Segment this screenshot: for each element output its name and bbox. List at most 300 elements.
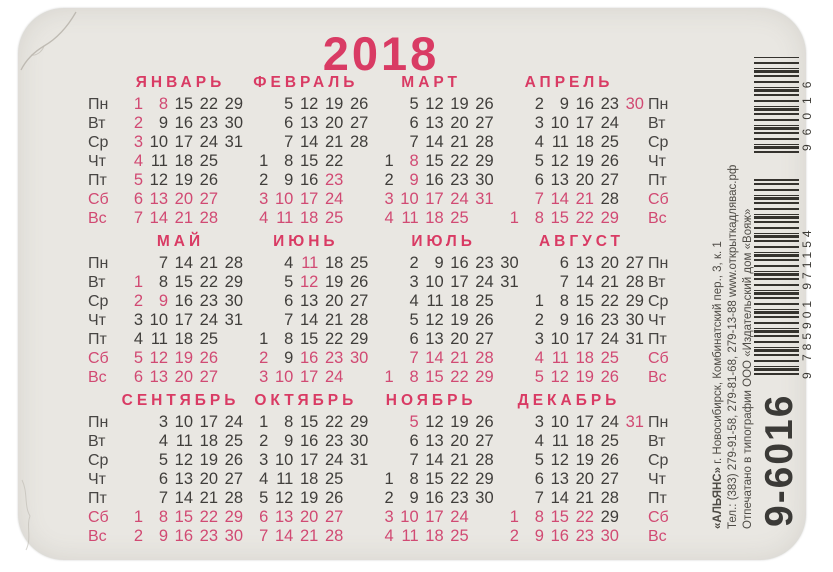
weekday-row xyxy=(519,311,644,330)
weekday-row xyxy=(243,470,368,489)
weekday-label: Сб xyxy=(88,509,109,526)
weekday-row xyxy=(494,152,644,171)
weekday-row xyxy=(369,95,494,114)
weekday-row xyxy=(243,273,368,292)
weekday-label: Сб xyxy=(648,191,669,208)
day-cell: 9 xyxy=(284,171,294,189)
day-cell: 26 xyxy=(224,451,243,469)
day-cell: 5 xyxy=(534,152,544,170)
day-cell: 7 xyxy=(409,451,419,469)
day-cell: 24 xyxy=(450,508,469,526)
day-cell: 25 xyxy=(600,133,619,151)
day-cell: 25 xyxy=(324,470,344,488)
weekday-row xyxy=(494,451,644,470)
day-cell: 18 xyxy=(324,254,344,272)
day-cell: 2 xyxy=(534,95,544,113)
weekday-row xyxy=(369,209,494,228)
day-cell: 3 xyxy=(259,190,269,208)
day-cell: 1 xyxy=(509,508,519,526)
day-cell: 10 xyxy=(274,368,294,386)
day-cell xyxy=(369,292,394,311)
weekday-row xyxy=(369,349,519,368)
publisher-brand: «АЛЬЯНС» xyxy=(712,466,724,529)
day-cell: 8 xyxy=(158,508,168,526)
weekday-column-left xyxy=(88,233,118,387)
day-cell: 17 xyxy=(575,330,594,348)
weekday-label: Чт xyxy=(648,153,666,170)
day-cell: 27 xyxy=(199,368,218,386)
day-cell: 27 xyxy=(349,114,369,132)
weekday-label: Пн xyxy=(88,414,109,431)
day-cell xyxy=(343,190,368,209)
day-cell: 18 xyxy=(174,152,193,170)
weekday-row xyxy=(243,489,368,508)
weekday-row xyxy=(243,451,368,470)
weekday-row xyxy=(369,152,494,171)
day-cell: 23 xyxy=(475,254,494,272)
month-band-3 xyxy=(88,392,674,546)
day-cell: 4 xyxy=(384,209,394,227)
day-cell: 1 xyxy=(259,413,269,431)
day-cell: 24 xyxy=(600,413,619,431)
day-cell: 19 xyxy=(174,349,193,367)
month-10 xyxy=(243,392,368,546)
weekday-row xyxy=(369,273,519,292)
day-cell: 23 xyxy=(600,95,619,113)
day-cell: 2 xyxy=(534,311,544,329)
day-cell: 27 xyxy=(600,171,619,189)
day-cell: 16 xyxy=(299,171,319,189)
weekday-row xyxy=(494,413,644,432)
day-cell: 27 xyxy=(475,114,494,132)
weekday-row xyxy=(243,311,368,330)
day-cell: 12 xyxy=(550,451,569,469)
day-cell: 26 xyxy=(475,413,494,431)
day-cell: 31 xyxy=(475,190,494,208)
day-cell: 25 xyxy=(224,432,243,450)
day-cell: 29 xyxy=(224,508,243,526)
day-cell: 2 xyxy=(133,527,143,545)
weekday-row xyxy=(118,152,243,171)
weekday-label: Чт xyxy=(88,471,106,488)
day-cell: 21 xyxy=(450,451,469,469)
day-cell: 4 xyxy=(534,349,544,367)
day-cell xyxy=(369,311,394,330)
day-cell: 21 xyxy=(450,133,469,151)
weekday-label: Чт xyxy=(648,312,666,329)
day-cell: 22 xyxy=(324,152,344,170)
day-cell: 16 xyxy=(174,527,193,545)
day-cell: 8 xyxy=(284,413,294,431)
day-cell: 3 xyxy=(534,330,544,348)
day-cell: 11 xyxy=(175,432,193,450)
day-cell: 2 xyxy=(384,171,394,189)
day-cell: 7 xyxy=(534,489,544,507)
weekday-row xyxy=(494,470,644,489)
day-cell: 13 xyxy=(425,432,444,450)
day-cell xyxy=(243,254,268,273)
weekday-label: Ср xyxy=(648,452,669,469)
weekday-label: Ср xyxy=(88,293,109,310)
day-cell: 27 xyxy=(349,292,369,310)
day-cell: 7 xyxy=(559,273,569,291)
weekday-label: Чт xyxy=(88,153,106,170)
day-cell: 30 xyxy=(224,527,243,545)
day-cell: 22 xyxy=(324,330,344,348)
day-cell: 15 xyxy=(299,330,319,348)
weekday-row xyxy=(369,527,494,546)
day-cell: 26 xyxy=(349,95,369,113)
month-title: НОЯБРЬ xyxy=(385,392,477,409)
day-cell: 11 xyxy=(551,133,569,151)
day-cell: 12 xyxy=(550,368,569,386)
day-cell: 16 xyxy=(299,432,319,450)
day-cell: 24 xyxy=(450,190,469,208)
day-cell: 30 xyxy=(500,254,519,272)
weekday-row xyxy=(118,292,243,311)
day-cell: 4 xyxy=(534,432,544,450)
day-cell: 5 xyxy=(534,368,544,386)
day-cell: 12 xyxy=(425,413,444,431)
weekday-column-left xyxy=(88,392,118,546)
day-cell: 10 xyxy=(274,190,294,208)
day-cell xyxy=(494,489,519,508)
day-cell: 26 xyxy=(324,489,344,507)
day-cell: 5 xyxy=(133,349,143,367)
day-cell: 14 xyxy=(425,133,444,151)
year-title: 2018 xyxy=(322,27,440,80)
day-cell: 4 xyxy=(284,254,294,272)
day-cell: 23 xyxy=(450,489,469,507)
day-cell: 12 xyxy=(425,95,444,113)
day-cell: 24 xyxy=(324,190,344,208)
weekday-label: Пт xyxy=(648,490,667,507)
weekday-label: Пн xyxy=(648,96,669,113)
day-cell: 5 xyxy=(409,413,419,431)
day-cell xyxy=(218,209,243,228)
weekday-row xyxy=(243,330,368,349)
day-cell: 5 xyxy=(409,95,419,113)
day-cell: 3 xyxy=(259,368,269,386)
month-title: ИЮЛЬ xyxy=(411,233,476,250)
day-cell: 29 xyxy=(600,508,619,526)
day-cell: 8 xyxy=(409,470,419,488)
day-cell: 13 xyxy=(575,254,594,272)
month-5 xyxy=(118,233,243,387)
day-cell: 26 xyxy=(475,311,494,329)
day-cell: 1 xyxy=(133,273,143,291)
weekday-row xyxy=(243,527,368,546)
month-title: МАЙ xyxy=(156,233,205,250)
day-cell: 15 xyxy=(425,152,444,170)
day-cell: 17 xyxy=(425,190,444,208)
day-cell xyxy=(369,413,394,432)
weekday-row xyxy=(369,114,494,133)
weekday-row xyxy=(369,292,519,311)
day-cell: 26 xyxy=(600,152,619,170)
day-cell: 27 xyxy=(625,254,644,272)
day-cell: 25 xyxy=(199,152,218,170)
day-cell: 18 xyxy=(299,209,319,227)
day-cell xyxy=(519,254,544,273)
weekday-row xyxy=(118,413,243,432)
weekday-row xyxy=(519,254,644,273)
day-cell: 17 xyxy=(174,311,193,329)
weekday-row xyxy=(369,451,494,470)
month-days xyxy=(243,254,368,387)
month-days xyxy=(118,95,243,228)
day-cell: 5 xyxy=(133,171,143,189)
day-cell: 17 xyxy=(425,508,444,526)
day-cell: 30 xyxy=(600,527,619,545)
day-cell: 28 xyxy=(224,254,243,272)
day-cell: 20 xyxy=(324,114,344,132)
months-row xyxy=(118,233,644,387)
day-cell: 31 xyxy=(224,133,243,151)
weekday-label: Пт xyxy=(648,331,667,348)
day-cell: 15 xyxy=(425,470,444,488)
weekday-label: Вс xyxy=(648,369,667,386)
day-cell: 13 xyxy=(550,470,569,488)
day-cell: 21 xyxy=(600,273,619,291)
day-cell xyxy=(218,171,243,190)
day-cell: 16 xyxy=(575,95,594,113)
paper-crease-bottom xyxy=(18,478,48,558)
day-cell xyxy=(494,190,519,209)
day-cell: 29 xyxy=(349,413,369,431)
day-cell: 4 xyxy=(534,133,544,151)
weekday-row xyxy=(494,209,644,228)
day-cell: 1 xyxy=(509,209,519,227)
day-cell xyxy=(343,171,368,190)
weekday-row xyxy=(519,368,644,387)
day-cell xyxy=(218,330,243,349)
day-cell: 6 xyxy=(534,470,544,488)
day-cell: 15 xyxy=(174,273,193,291)
day-cell: 11 xyxy=(150,152,168,170)
weekday-label: Вс xyxy=(88,210,107,227)
publisher-phone-line: Тел.: (383) 279-91-58, 279-81-68, 279-13-88 www.открыткадлявас.рф xyxy=(727,164,739,529)
day-cell: 11 xyxy=(551,432,569,450)
weekday-label: Пн xyxy=(88,96,109,113)
day-cell: 6 xyxy=(259,508,269,526)
barcode xyxy=(754,53,818,379)
weekday-row xyxy=(243,413,368,432)
day-cell: 30 xyxy=(349,432,369,450)
day-cell: 30 xyxy=(475,489,494,507)
day-cell: 28 xyxy=(324,527,344,545)
month-title: ОКТЯБРЬ xyxy=(254,392,358,409)
day-cell: 2 xyxy=(409,254,419,272)
weekday-label: Вт xyxy=(88,115,106,132)
day-cell: 20 xyxy=(450,114,469,132)
day-cell xyxy=(343,152,368,171)
month-7 xyxy=(369,233,519,387)
day-cell: 1 xyxy=(133,508,143,526)
weekday-label: Вс xyxy=(88,369,107,386)
weekday-row xyxy=(243,152,368,171)
day-cell xyxy=(118,413,143,432)
day-cell: 4 xyxy=(158,432,168,450)
day-cell: 27 xyxy=(475,432,494,450)
day-cell: 15 xyxy=(299,152,319,170)
day-cell: 18 xyxy=(575,432,594,450)
day-cell: 15 xyxy=(299,413,319,431)
day-cell: 3 xyxy=(409,273,419,291)
day-cell: 29 xyxy=(475,368,494,386)
day-cell xyxy=(218,349,243,368)
weekday-label: Пн xyxy=(648,255,669,272)
day-cell: 9 xyxy=(158,527,168,545)
day-cell: 13 xyxy=(299,292,319,310)
day-cell: 21 xyxy=(299,527,319,545)
day-cell xyxy=(619,190,644,209)
day-cell: 12 xyxy=(274,489,294,507)
weekday-row xyxy=(369,489,494,508)
day-cell: 19 xyxy=(450,413,469,431)
day-cell xyxy=(494,95,519,114)
day-cell: 30 xyxy=(625,95,644,113)
day-cell: 17 xyxy=(575,413,594,431)
day-cell: 3 xyxy=(384,190,394,208)
publisher-address: г. Новосибирск, Комбинатский пер., 3, к. 1 xyxy=(712,241,724,467)
day-cell xyxy=(243,292,268,311)
day-cell: 20 xyxy=(299,508,319,526)
day-cell: 25 xyxy=(450,209,469,227)
day-cell: 7 xyxy=(284,311,294,329)
day-cell: 29 xyxy=(224,95,243,113)
month-title: ФЕВРАЛЬ xyxy=(253,74,359,91)
weekday-row xyxy=(243,508,368,527)
day-cell: 14 xyxy=(299,311,319,329)
weekday-row xyxy=(243,133,368,152)
day-cell: 10 xyxy=(400,508,419,526)
day-cell: 14 xyxy=(425,349,444,367)
day-cell: 14 xyxy=(174,489,193,507)
day-cell xyxy=(494,133,519,152)
calendar-card xyxy=(18,8,814,560)
day-cell xyxy=(369,432,394,451)
product-code: 9-6016 xyxy=(758,393,801,527)
weekday-label: Вт xyxy=(648,433,666,450)
day-cell: 24 xyxy=(199,311,218,329)
day-cell: 15 xyxy=(550,209,569,227)
day-cell: 3 xyxy=(158,413,168,431)
weekday-row xyxy=(494,114,644,133)
day-cell xyxy=(243,311,268,330)
weekday-row xyxy=(118,470,243,489)
day-cell: 9 xyxy=(284,349,294,367)
day-cell: 31 xyxy=(500,273,519,291)
day-cell: 10 xyxy=(149,311,168,329)
weekday-row xyxy=(519,349,644,368)
day-cell xyxy=(369,451,394,470)
day-cell: 23 xyxy=(450,171,469,189)
day-cell: 4 xyxy=(259,209,269,227)
day-cell xyxy=(218,152,243,171)
weekday-row xyxy=(118,368,243,387)
weekday-row xyxy=(118,273,243,292)
day-cell: 29 xyxy=(475,152,494,170)
day-cell: 16 xyxy=(174,292,193,310)
day-cell: 18 xyxy=(299,470,319,488)
day-cell: 12 xyxy=(149,171,168,189)
day-cell: 22 xyxy=(324,413,344,431)
day-cell xyxy=(494,152,519,171)
day-cell: 19 xyxy=(324,95,344,113)
weekday-row xyxy=(118,171,243,190)
day-cell xyxy=(619,133,644,152)
day-cell xyxy=(243,95,268,114)
day-cell: 8 xyxy=(534,508,544,526)
day-cell: 19 xyxy=(450,95,469,113)
day-cell: 21 xyxy=(450,349,469,367)
day-cell: 31 xyxy=(625,330,644,348)
weekday-row xyxy=(118,489,243,508)
month-title: АВГУСТ xyxy=(538,233,625,250)
weekday-label: Пн xyxy=(88,255,109,272)
barcode-addon-bars xyxy=(754,57,799,153)
day-cell xyxy=(619,171,644,190)
day-cell: 22 xyxy=(450,368,469,386)
barcode-main xyxy=(754,179,814,379)
day-cell xyxy=(469,209,494,228)
day-cell xyxy=(494,292,519,311)
day-cell xyxy=(494,413,519,432)
day-cell: 8 xyxy=(284,330,294,348)
day-cell: 20 xyxy=(450,432,469,450)
day-cell: 2 xyxy=(509,527,519,545)
weekday-row xyxy=(118,190,243,209)
weekday-row xyxy=(118,254,243,273)
day-cell: 19 xyxy=(450,311,469,329)
day-cell: 26 xyxy=(349,273,369,291)
day-cell: 25 xyxy=(600,349,619,367)
weekday-row xyxy=(243,95,368,114)
day-cell: 30 xyxy=(224,114,243,132)
weekday-row xyxy=(369,133,494,152)
weekday-label: Ср xyxy=(648,134,669,151)
day-cell: 16 xyxy=(425,171,444,189)
day-cell: 25 xyxy=(199,330,218,348)
day-cell: 25 xyxy=(349,254,369,272)
weekday-row xyxy=(494,432,644,451)
day-cell xyxy=(619,432,644,451)
day-cell: 24 xyxy=(224,413,243,431)
barcode-number: 9 785901 971154 xyxy=(800,226,814,379)
weekday-label: Вс xyxy=(88,528,107,545)
day-cell xyxy=(469,508,494,527)
weekday-row xyxy=(369,171,494,190)
day-cell: 22 xyxy=(575,209,594,227)
day-cell: 5 xyxy=(534,451,544,469)
day-cell xyxy=(218,368,243,387)
weekday-label: Ср xyxy=(88,452,109,469)
weekday-label: Сб xyxy=(88,191,109,208)
day-cell: 29 xyxy=(600,209,619,227)
weekday-row xyxy=(369,432,494,451)
day-cell: 29 xyxy=(224,273,243,291)
weekday-label: Пт xyxy=(88,172,107,189)
day-cell: 11 xyxy=(401,527,419,545)
month-days xyxy=(494,95,644,228)
day-cell: 23 xyxy=(575,527,594,545)
day-cell xyxy=(243,114,268,133)
day-cell: 24 xyxy=(324,451,344,469)
day-cell: 6 xyxy=(409,330,419,348)
day-cell: 21 xyxy=(174,209,193,227)
weekday-column-right xyxy=(644,233,674,387)
